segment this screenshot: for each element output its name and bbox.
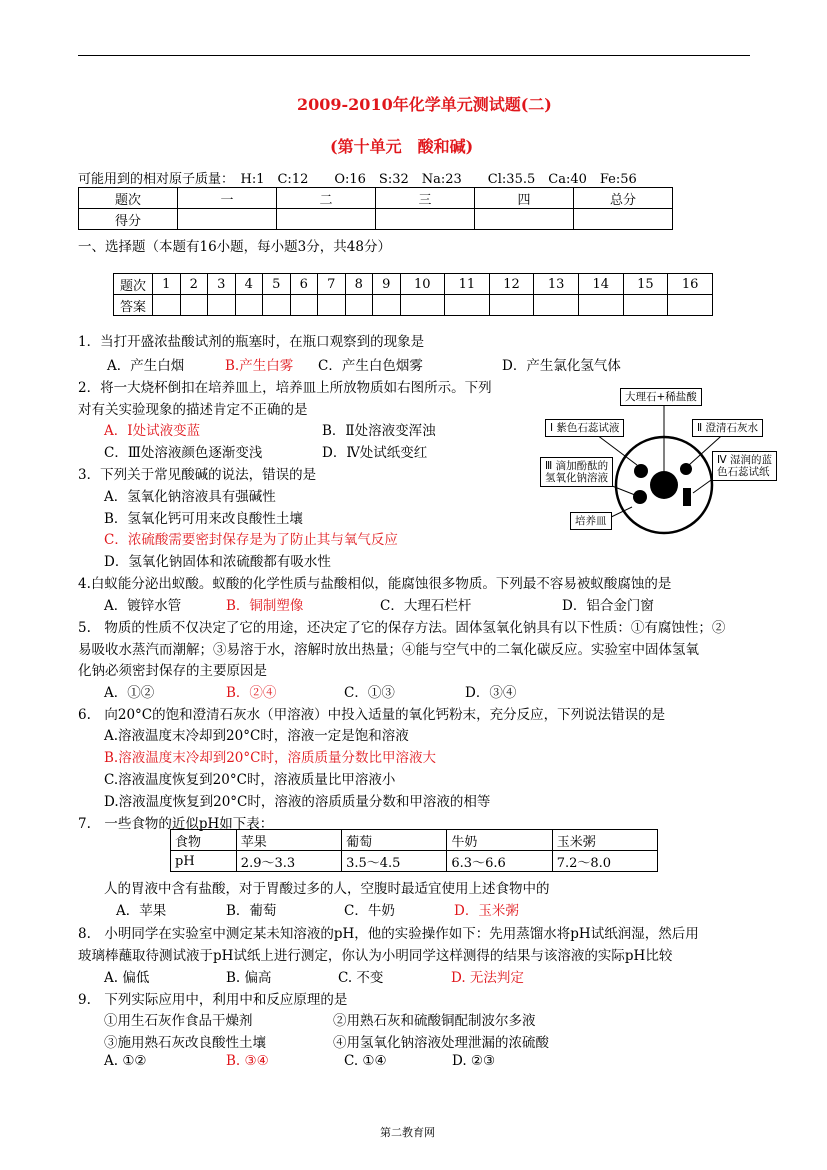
answer-header-cell: 16 bbox=[668, 274, 713, 295]
q3-option-c: C．浓硫酸需要密封保存是为了防止其与氧气反应 bbox=[104, 532, 398, 548]
answer-cell[interactable] bbox=[290, 295, 318, 316]
score-header: 二 bbox=[277, 188, 376, 209]
answer-row-label: 答案 bbox=[114, 295, 153, 316]
q7-option-d: D．玉米粥 bbox=[454, 903, 519, 919]
q3-stem: 3．下列关于常见酸碱的说法，错误的是 bbox=[78, 467, 317, 483]
q6-option-c: C.溶液温度恢复到20°C时，溶液质量比甲溶液小 bbox=[104, 772, 396, 788]
q4-option-c: C．大理石栏杆 bbox=[380, 598, 472, 614]
ph-table-cell: 2.9～3.3 bbox=[236, 851, 341, 872]
q5-line3: 化钠必须密封保存的主要原因是 bbox=[78, 663, 267, 679]
q9-stem: 9. 下列实际应用中，利用中和反应原理的是 bbox=[78, 992, 348, 1008]
q4-stem: 4.白蚁能分泌出蚁酸。蚁酸的化学性质与盐酸相似，能腐蚀很多物质。下列最不容易被蚁酸腐蚀的是 bbox=[78, 576, 672, 592]
q7-line: 人的胃液中含有盐酸，对于胃酸过多的人，空腹时最适宜使用上述食物中的 bbox=[104, 881, 550, 897]
q1-option-d: D．产生氯化氢气体 bbox=[502, 358, 621, 374]
q1-option-a: A．产生白烟 bbox=[107, 358, 185, 374]
answer-cell[interactable] bbox=[180, 295, 208, 316]
answer-cell[interactable] bbox=[623, 295, 668, 316]
answer-cell[interactable] bbox=[668, 295, 713, 316]
q8-option-c: C. 不变 bbox=[338, 970, 384, 986]
answer-cell[interactable] bbox=[263, 295, 291, 316]
q6-stem: 6. 向20°C的饱和澄清石灰水（甲溶液）中投入适量的氧化钙粉末，充分反应，下列说法错误的是 bbox=[78, 707, 666, 723]
answer-header-cell: 5 bbox=[263, 274, 291, 295]
score-cell[interactable] bbox=[475, 209, 574, 230]
ph-table-cell: 牛奶 bbox=[447, 830, 552, 851]
q3-option-b: B．氢氧化钙可用来改良酸性土壤 bbox=[104, 511, 303, 527]
ph-table-cell: 玉米粥 bbox=[552, 830, 657, 851]
q6-option-d: D.溶液温度恢复到20°C时，溶液的溶质质量分数和甲溶液的相等 bbox=[104, 794, 491, 810]
q1-stem: 1．当打开盛浓盐酸试剂的瓶塞时，在瓶口观察到的现象是 bbox=[78, 334, 425, 350]
answer-header-cell: 13 bbox=[534, 274, 579, 295]
ph-table-cell: pH bbox=[171, 851, 237, 872]
answer-header-cell: 10 bbox=[400, 274, 445, 295]
q6-option-b: B.溶液温度末冷却到20°C时，溶质质量分数比甲溶液大 bbox=[104, 750, 436, 766]
q5-line2: 易吸收水蒸汽而潮解；③易溶于水，溶解时放出热量；④能与空气中的二氧化碳反应。实验室中固体氢氧 bbox=[78, 642, 699, 658]
q9-option-a: A. ①② bbox=[104, 1053, 147, 1069]
q4-option-b: B．铜制塑像 bbox=[226, 598, 304, 614]
q7-stem: 7. 一些食物的近似pH如下表： bbox=[78, 816, 274, 832]
q9-option-d: D. ②③ bbox=[452, 1053, 496, 1069]
answer-cell[interactable] bbox=[489, 295, 534, 316]
ph-table bbox=[170, 829, 658, 872]
figure-label-top: 大理石+稀盐酸 bbox=[620, 388, 702, 406]
answer-header-cell: 4 bbox=[235, 274, 263, 295]
q2-stem-line2: 对有关实验现象的描述肯定不正确的是 bbox=[78, 402, 308, 418]
answer-cell[interactable] bbox=[400, 295, 445, 316]
answer-cell[interactable] bbox=[534, 295, 579, 316]
answer-cell[interactable] bbox=[345, 295, 373, 316]
q8-line1: 8. 小明同学在实验室中测定某未知溶液的pH，他的实验操作如下：先用蒸馏水将pH试纸润湿，然后用 bbox=[78, 926, 699, 942]
score-cell[interactable] bbox=[178, 209, 277, 230]
q9-option-c: C. ①④ bbox=[344, 1053, 387, 1069]
header-rule bbox=[78, 55, 750, 56]
q1-option-b: B.产生白雾 bbox=[225, 358, 294, 374]
q3-option-a: A．氢氧化钠溶液具有强碱性 bbox=[104, 489, 276, 505]
answer-cell[interactable] bbox=[579, 295, 624, 316]
ph-table-cell: 6.3～6.6 bbox=[447, 851, 552, 872]
score-cell[interactable] bbox=[574, 209, 673, 230]
q9-item-1: ①用生石灰作食品干燥剂 bbox=[104, 1013, 253, 1029]
score-table bbox=[78, 187, 673, 230]
q9-item-4: ④用氢氧化钠溶液处理泄漏的浓硫酸 bbox=[333, 1035, 549, 1051]
answer-header-cell: 15 bbox=[623, 274, 668, 295]
q8-option-b: B. 偏高 bbox=[226, 970, 272, 986]
ph-table-cell: 7.2～8.0 bbox=[552, 851, 657, 872]
score-header: 四 bbox=[475, 188, 574, 209]
q5-line1: 5. 物质的性质不仅决定了它的用途，还决定了它的保存方法。固体氢氧化钠具有以下性质：①有腐蚀性；② bbox=[78, 620, 726, 636]
q3-option-d: D．氢氧化钠固体和浓硫酸都有吸水性 bbox=[104, 554, 331, 570]
q2-option-b: B．Ⅱ处溶液变浑浊 bbox=[322, 423, 436, 439]
page-subtitle: (第十单元 酸和碱) bbox=[330, 137, 474, 156]
answer-header-label: 题次 bbox=[114, 274, 153, 295]
q4-option-a: A．镀锌水管 bbox=[104, 598, 182, 614]
q7-option-c: C．牛奶 bbox=[344, 903, 395, 919]
score-header: 一 bbox=[178, 188, 277, 209]
q2-stem-line1: 2．将一大烧杯倒扣在培养皿上，培养皿上所放物质如右图所示。下列 bbox=[78, 380, 492, 396]
page-title: 2009-2010年化学单元测试题(二) bbox=[297, 95, 552, 114]
answer-cell[interactable] bbox=[153, 295, 181, 316]
answer-table bbox=[113, 273, 713, 316]
answer-cell[interactable] bbox=[445, 295, 490, 316]
q6-option-a: A.溶液温度末冷却到20°C时，溶液一定是饱和溶液 bbox=[104, 728, 409, 744]
q8-line2: 玻璃棒蘸取待测试液于pH试纸上进行测定，你认为小明同学这样测得的结果与该溶液的实际pH比较 bbox=[78, 948, 673, 964]
figure-label-4 bbox=[712, 451, 777, 481]
answer-header-cell: 1 bbox=[153, 274, 181, 295]
q7-option-b: B．葡萄 bbox=[226, 903, 277, 919]
q9-option-b: B. ③④ bbox=[226, 1053, 269, 1069]
answer-header-cell: 8 bbox=[345, 274, 373, 295]
q8-option-d: D. 无法判定 bbox=[451, 970, 524, 986]
answer-header-cell: 2 bbox=[180, 274, 208, 295]
figure-label-3a: Ⅲ 滴加酚酞的 bbox=[545, 460, 609, 472]
q5-option-b: B．②④ bbox=[226, 685, 277, 701]
answer-header-cell: 11 bbox=[445, 274, 490, 295]
ph-table-cell: 食物 bbox=[171, 830, 237, 851]
answer-header-cell: 9 bbox=[373, 274, 401, 295]
score-header: 总分 bbox=[574, 188, 673, 209]
score-header: 三 bbox=[376, 188, 475, 209]
answer-header-cell: 7 bbox=[318, 274, 346, 295]
answer-header-cell: 12 bbox=[489, 274, 534, 295]
q5-option-c: C．①③ bbox=[344, 685, 395, 701]
q1-option-c: C．产生白色烟雾 bbox=[318, 358, 423, 374]
petri-dish-figure bbox=[537, 385, 782, 540]
q7-option-a: A．苹果 bbox=[116, 903, 167, 919]
footer-text: 第二教育网 bbox=[380, 1126, 435, 1139]
q5-option-a: A．①② bbox=[104, 685, 155, 701]
answer-cell[interactable] bbox=[208, 295, 236, 316]
score-cell[interactable] bbox=[376, 209, 475, 230]
ph-table-cell: 3.5～4.5 bbox=[342, 851, 447, 872]
q5-option-d: D．③④ bbox=[465, 685, 517, 701]
q4-option-d: D．铝合金门窗 bbox=[562, 598, 654, 614]
answer-cell[interactable] bbox=[235, 295, 263, 316]
answer-header-cell: 14 bbox=[579, 274, 624, 295]
q2-option-c: C．Ⅲ处溶液颜色逐渐变浅 bbox=[104, 445, 263, 461]
answer-cell[interactable] bbox=[318, 295, 346, 316]
figure-label-2: Ⅱ 澄清石灰水 bbox=[692, 419, 763, 437]
atomic-masses: 可能用到的相对原子质量： H:1 C:12 O:16 S:32 Na:23 Cl:35.5 Ca:40 Fe:56 bbox=[78, 172, 637, 187]
score-header: 题次 bbox=[79, 188, 178, 209]
figure-label-4a: Ⅳ 湿润的蓝 bbox=[717, 454, 773, 466]
answer-header-cell: 3 bbox=[208, 274, 236, 295]
q2-option-a: A．Ⅰ处试液变蓝 bbox=[104, 423, 201, 439]
q9-item-2: ②用熟石灰和硫酸铜配制波尔多液 bbox=[333, 1013, 536, 1029]
figure-label-dish: 培养皿 bbox=[570, 512, 612, 530]
answer-cell[interactable] bbox=[373, 295, 401, 316]
ph-table-cell: 苹果 bbox=[236, 830, 341, 851]
q8-option-a: A. 偏低 bbox=[104, 970, 150, 986]
answer-header-cell: 6 bbox=[290, 274, 318, 295]
figure-label-3 bbox=[540, 457, 613, 487]
q2-option-d: D．Ⅳ处试纸变红 bbox=[322, 445, 428, 461]
figure-label-4b: 色石蕊试纸 bbox=[717, 466, 770, 478]
score-row-label: 得分 bbox=[79, 209, 178, 230]
score-cell[interactable] bbox=[277, 209, 376, 230]
ph-table-cell: 葡萄 bbox=[342, 830, 447, 851]
section-heading: 一、选择题（本题有16小题，每小题3分，共48分） bbox=[78, 239, 391, 255]
figure-label-1: Ⅰ 紫色石蕊试液 bbox=[545, 419, 624, 437]
figure-label-3b: 氢氧化钠溶液 bbox=[545, 472, 608, 484]
q9-item-3: ③施用熟石灰改良酸性土壤 bbox=[104, 1035, 266, 1051]
